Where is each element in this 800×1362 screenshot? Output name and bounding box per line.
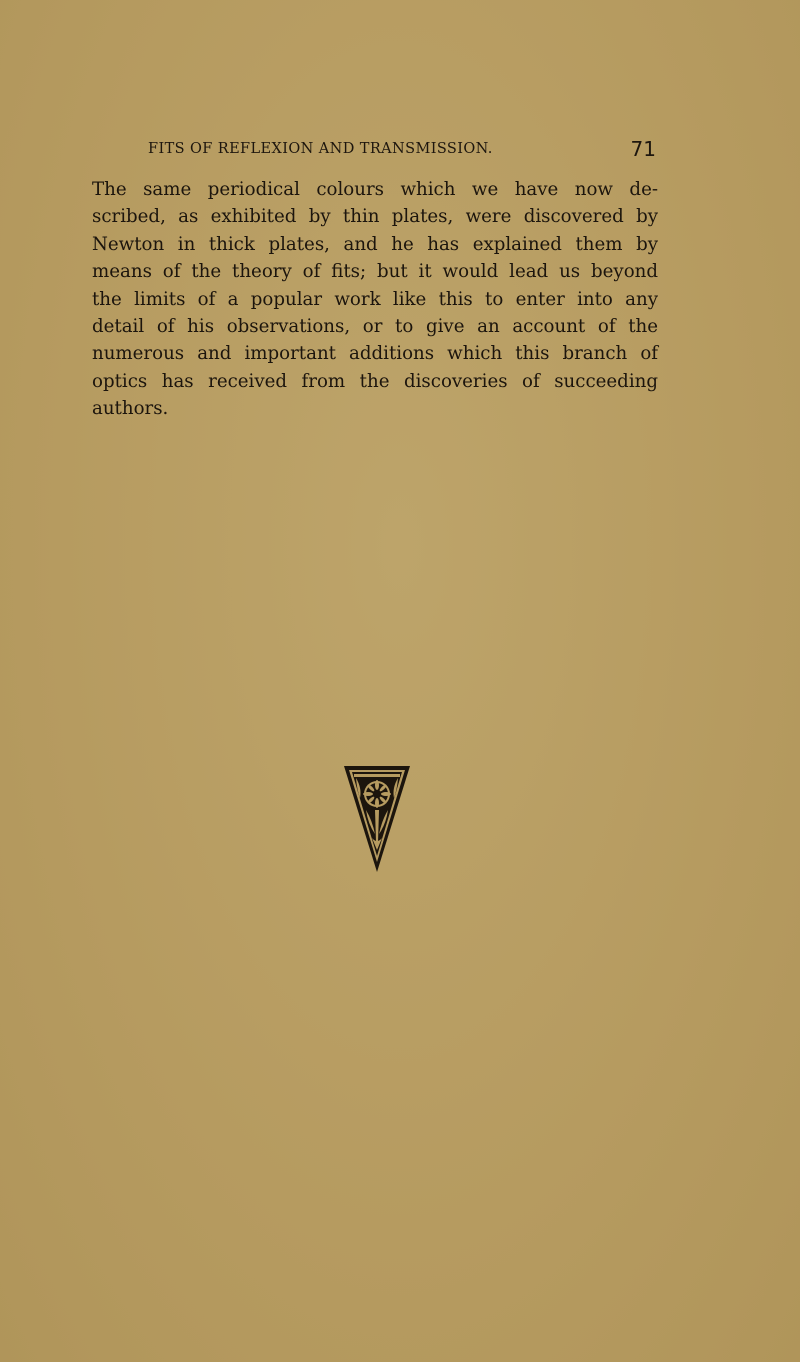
floral-tailpiece-icon [342,764,412,874]
text-line: authors. [92,398,169,420]
running-head [148,137,656,163]
page-number: 71 [630,137,656,161]
text-line: numerous and important additions which this branch of [92,343,658,365]
text-line: The same periodical colours which we have now de- [92,179,658,200]
text-line: optics has received from the discoveries of succeeding [92,370,658,392]
running-title: FITS OF REFLEXION AND TRANSMISSION. [148,141,493,157]
text-line: the limits of a popular work like this to enter into any [92,288,658,310]
text-line: means of the theory of fits; but it would lead us beyond [92,261,658,283]
text-line: scribed, as exhibited by thin plates, were discovered by [92,206,658,228]
text-line: detail of his observations, or to give an account of the [92,316,658,338]
text-line: Newton in thick plates, and he has explained them by [92,233,658,255]
paragraph [92,176,658,423]
